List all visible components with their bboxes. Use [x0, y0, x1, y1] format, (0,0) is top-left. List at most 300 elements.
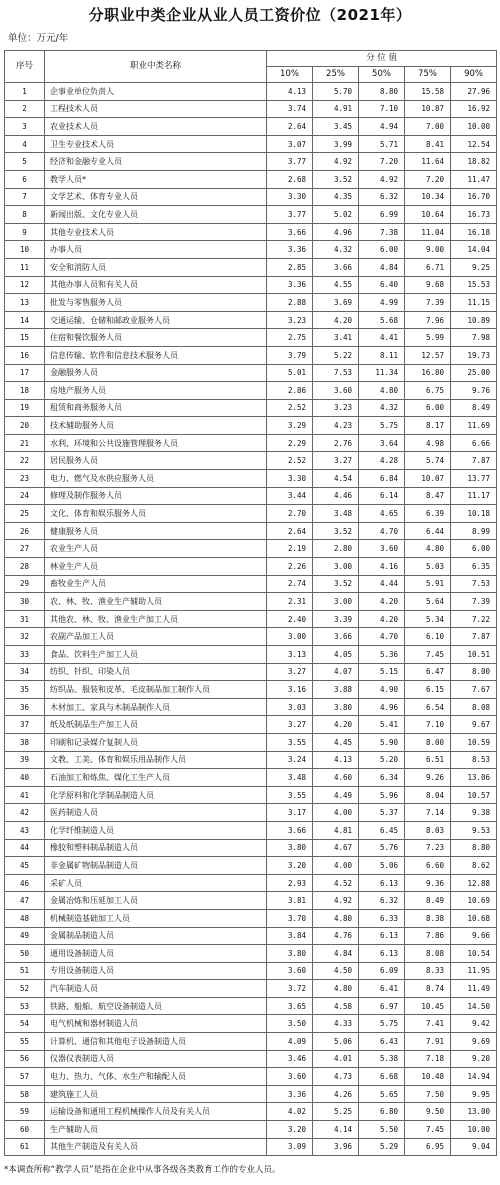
row-p25: 3.96 [313, 1138, 359, 1156]
row-p50: 11.34 [359, 364, 405, 382]
row-p75: 5.34 [405, 610, 451, 628]
row-p10: 3.24 [267, 751, 313, 769]
table-row [5, 522, 497, 540]
row-p50: 4.70 [359, 628, 405, 646]
row-p10: 2.74 [267, 575, 313, 593]
row-p50: 4.70 [359, 522, 405, 540]
header-p25: 25% [313, 67, 359, 83]
table-row [5, 892, 497, 910]
row-p25: 4.80 [313, 980, 359, 998]
row-p50: 4.65 [359, 505, 405, 523]
row-occupation-name: 其他办事人员和有关人员 [45, 276, 267, 294]
table-row [5, 909, 497, 927]
row-p75: 7.18 [405, 1050, 451, 1068]
row-p25: 4.00 [313, 804, 359, 822]
row-p50: 4.92 [359, 170, 405, 188]
row-occupation-name: 办事人员 [45, 241, 267, 259]
row-p75: 10.48 [405, 1068, 451, 1086]
table-row [5, 927, 497, 945]
row-seq: 18 [5, 382, 45, 400]
row-occupation-name: 印刷和记录媒介复制人员 [45, 733, 267, 751]
row-seq: 54 [5, 1015, 45, 1033]
row-occupation-name: 其他生产制造及有关人员 [45, 1138, 267, 1156]
row-p75: 7.45 [405, 646, 451, 664]
header-percentile-group: 分 位 值 [267, 51, 497, 67]
row-p90: 9.76 [451, 382, 497, 400]
row-p25: 4.54 [313, 470, 359, 488]
row-p25: 3.45 [313, 118, 359, 136]
row-p10: 3.70 [267, 909, 313, 927]
row-p50: 4.20 [359, 593, 405, 611]
row-p90: 6.00 [451, 540, 497, 558]
row-seq: 26 [5, 522, 45, 540]
row-p10: 3.16 [267, 681, 313, 699]
row-p50: 5.50 [359, 1121, 405, 1139]
row-seq: 42 [5, 804, 45, 822]
row-p10: 3.55 [267, 786, 313, 804]
row-p90: 7.22 [451, 610, 497, 628]
row-p25: 5.25 [313, 1103, 359, 1121]
row-occupation-name: 租赁和商务服务人员 [45, 399, 267, 417]
row-p10: 2.19 [267, 540, 313, 558]
row-seq: 22 [5, 452, 45, 470]
row-p10: 4.02 [267, 1103, 313, 1121]
row-occupation-name: 计算机、通信和其他电子设备制造人员 [45, 1033, 267, 1051]
wage-table [4, 50, 497, 1156]
row-p75: 8.41 [405, 135, 451, 153]
row-p25: 3.00 [313, 593, 359, 611]
row-p75: 8.00 [405, 733, 451, 751]
row-p25: 4.20 [313, 716, 359, 734]
row-occupation-name: 畜牧业生产人员 [45, 575, 267, 593]
row-p75: 7.96 [405, 311, 451, 329]
row-p50: 3.64 [359, 434, 405, 452]
row-seq: 52 [5, 980, 45, 998]
row-seq: 53 [5, 997, 45, 1015]
row-p25: 4.01 [313, 1050, 359, 1068]
row-p90: 27.96 [451, 83, 497, 101]
table-row [5, 83, 497, 101]
table-row [5, 294, 497, 312]
table-row [5, 100, 497, 118]
row-p50: 6.34 [359, 769, 405, 787]
row-p90: 14.50 [451, 997, 497, 1015]
table-row [5, 241, 497, 259]
row-occupation-name: 技术辅助服务人员 [45, 417, 267, 435]
row-p10: 2.31 [267, 593, 313, 611]
row-occupation-name: 健康服务人员 [45, 522, 267, 540]
table-row [5, 540, 497, 558]
row-seq: 29 [5, 575, 45, 593]
table-row [5, 593, 497, 611]
row-p25: 3.39 [313, 610, 359, 628]
row-occupation-name: 机械制造基础加工人员 [45, 909, 267, 927]
row-p90: 25.00 [451, 364, 497, 382]
row-p75: 6.00 [405, 399, 451, 417]
row-p50: 4.41 [359, 329, 405, 347]
row-p25: 2.76 [313, 434, 359, 452]
row-p90: 6.35 [451, 558, 497, 576]
row-p10: 3.07 [267, 135, 313, 153]
row-p75: 7.50 [405, 1085, 451, 1103]
table-row [5, 505, 497, 523]
row-p90: 15.53 [451, 276, 497, 294]
row-seq: 25 [5, 505, 45, 523]
row-p10: 3.29 [267, 417, 313, 435]
row-p10: 3.23 [267, 311, 313, 329]
table-row [5, 628, 497, 646]
row-p10: 3.84 [267, 927, 313, 945]
row-occupation-name: 运输设备和通用工程机械操作人员及有关人员 [45, 1103, 267, 1121]
page-title: 分职业中类企业从业人员工资价位（2021年） [88, 6, 412, 24]
row-p50: 7.38 [359, 223, 405, 241]
row-p50: 5.37 [359, 804, 405, 822]
row-p75: 10.87 [405, 100, 451, 118]
row-occupation-name: 电力、热力、气体、水生产和输配人员 [45, 1068, 267, 1086]
row-p10: 2.75 [267, 329, 313, 347]
row-p50: 7.10 [359, 100, 405, 118]
row-occupation-name: 卫生专业技术人员 [45, 135, 267, 153]
row-p50: 7.20 [359, 153, 405, 171]
table-row [5, 733, 497, 751]
row-p75: 10.45 [405, 997, 451, 1015]
row-seq: 4 [5, 135, 45, 153]
row-seq: 7 [5, 188, 45, 206]
row-p50: 5.90 [359, 733, 405, 751]
row-p90: 10.59 [451, 733, 497, 751]
table-row [5, 382, 497, 400]
row-p75: 6.71 [405, 258, 451, 276]
row-seq: 44 [5, 839, 45, 857]
row-seq: 40 [5, 769, 45, 787]
row-p25: 5.06 [313, 1033, 359, 1051]
row-occupation-name: 水利、环境和公共设施管理服务人员 [45, 434, 267, 452]
table-row [5, 558, 497, 576]
row-seq: 46 [5, 874, 45, 892]
row-p25: 4.07 [313, 663, 359, 681]
row-p90: 9.53 [451, 821, 497, 839]
row-seq: 13 [5, 294, 45, 312]
row-occupation-name: 工程技术人员 [45, 100, 267, 118]
row-p75: 11.64 [405, 153, 451, 171]
table-row [5, 980, 497, 998]
row-occupation-name: 批发与零售服务人员 [45, 294, 267, 312]
row-p10: 3.55 [267, 733, 313, 751]
row-occupation-name: 金属冶炼和压延加工人员 [45, 892, 267, 910]
header-p90: 90% [451, 67, 497, 83]
row-p50: 6.68 [359, 1068, 405, 1086]
row-p50: 6.80 [359, 1103, 405, 1121]
row-seq: 37 [5, 716, 45, 734]
row-seq: 28 [5, 558, 45, 576]
row-p50: 8.80 [359, 83, 405, 101]
row-p90: 16.18 [451, 223, 497, 241]
row-p25: 4.13 [313, 751, 359, 769]
row-occupation-name: 仪器仪表制造人员 [45, 1050, 267, 1068]
table-row [5, 751, 497, 769]
row-p75: 6.75 [405, 382, 451, 400]
header-p50: 50% [359, 67, 405, 83]
row-p50: 5.68 [359, 311, 405, 329]
row-seq: 61 [5, 1138, 45, 1156]
row-p90: 7.87 [451, 452, 497, 470]
row-occupation-name: 修理及制作服务人员 [45, 487, 267, 505]
row-seq: 58 [5, 1085, 45, 1103]
row-seq: 19 [5, 399, 45, 417]
table-row [5, 364, 497, 382]
row-p25: 4.23 [313, 417, 359, 435]
row-p10: 2.26 [267, 558, 313, 576]
row-p25: 4.52 [313, 874, 359, 892]
row-occupation-name: 交通运输、仓储和邮政业服务人员 [45, 311, 267, 329]
row-seq: 5 [5, 153, 45, 171]
row-p25: 2.80 [313, 540, 359, 558]
table-row [5, 487, 497, 505]
table-row [5, 452, 497, 470]
row-seq: 23 [5, 470, 45, 488]
row-p50: 5.36 [359, 646, 405, 664]
row-occupation-name: 纸及纸制品生产加工人员 [45, 716, 267, 734]
row-p10: 2.93 [267, 874, 313, 892]
row-p90: 9.20 [451, 1050, 497, 1068]
row-p75: 8.17 [405, 417, 451, 435]
table-row [5, 1121, 497, 1139]
row-p10: 2.40 [267, 610, 313, 628]
table-row [5, 575, 497, 593]
header-p10: 10% [267, 67, 313, 83]
row-p25: 4.81 [313, 821, 359, 839]
row-p50: 6.13 [359, 927, 405, 945]
table-row [5, 135, 497, 153]
row-seq: 6 [5, 170, 45, 188]
row-p10: 4.09 [267, 1033, 313, 1051]
row-seq: 21 [5, 434, 45, 452]
row-p25: 4.32 [313, 241, 359, 259]
row-p90: 11.47 [451, 170, 497, 188]
table-row [5, 769, 497, 787]
row-p25: 5.02 [313, 206, 359, 224]
row-p50: 5.20 [359, 751, 405, 769]
row-p25: 4.58 [313, 997, 359, 1015]
row-p75: 7.14 [405, 804, 451, 822]
row-p50: 4.28 [359, 452, 405, 470]
row-p25: 4.92 [313, 153, 359, 171]
row-p25: 3.66 [313, 258, 359, 276]
row-occupation-name: 石油加工和炼焦、煤化工生产人员 [45, 769, 267, 787]
table-row [5, 804, 497, 822]
row-occupation-name: 木材加工、家具与木制品制作人员 [45, 698, 267, 716]
row-p50: 5.38 [359, 1050, 405, 1068]
row-p25: 5.70 [313, 83, 359, 101]
row-p50: 5.76 [359, 839, 405, 857]
table-row [5, 206, 497, 224]
table-row [5, 118, 497, 136]
row-p90: 9.04 [451, 1138, 497, 1156]
row-p25: 4.73 [313, 1068, 359, 1086]
row-p50: 4.99 [359, 294, 405, 312]
row-p10: 4.13 [267, 83, 313, 101]
row-p75: 7.41 [405, 1015, 451, 1033]
row-p10: 3.66 [267, 821, 313, 839]
row-p75: 8.08 [405, 945, 451, 963]
row-p25: 3.80 [313, 698, 359, 716]
row-p90: 10.69 [451, 892, 497, 910]
row-p75: 8.03 [405, 821, 451, 839]
table-row [5, 346, 497, 364]
row-p50: 4.90 [359, 681, 405, 699]
row-p90: 13.77 [451, 470, 497, 488]
row-p90: 7.98 [451, 329, 497, 347]
table-row [5, 874, 497, 892]
row-p90: 8.00 [451, 663, 497, 681]
row-seq: 3 [5, 118, 45, 136]
row-p25: 4.96 [313, 223, 359, 241]
row-p75: 5.99 [405, 329, 451, 347]
row-p90: 10.51 [451, 646, 497, 664]
row-p90: 10.18 [451, 505, 497, 523]
row-p90: 7.67 [451, 681, 497, 699]
row-p25: 3.66 [313, 628, 359, 646]
row-p10: 2.70 [267, 505, 313, 523]
row-p10: 3.00 [267, 628, 313, 646]
row-p90: 14.94 [451, 1068, 497, 1086]
row-p75: 7.10 [405, 716, 451, 734]
row-occupation-name: 农副产品加工人员 [45, 628, 267, 646]
row-p50: 5.65 [359, 1085, 405, 1103]
row-p10: 2.52 [267, 399, 313, 417]
table-row [5, 646, 497, 664]
table-body [5, 83, 497, 1156]
row-p90: 8.08 [451, 698, 497, 716]
table-row [5, 470, 497, 488]
row-p50: 6.32 [359, 892, 405, 910]
row-occupation-name: 建筑施工人员 [45, 1085, 267, 1103]
row-seq: 60 [5, 1121, 45, 1139]
row-p50: 4.96 [359, 698, 405, 716]
table-row [5, 962, 497, 980]
row-p75: 6.47 [405, 663, 451, 681]
row-p75: 4.98 [405, 434, 451, 452]
row-seq: 12 [5, 276, 45, 294]
row-occupation-name: 汽车制造人员 [45, 980, 267, 998]
row-p75: 9.00 [405, 241, 451, 259]
row-occupation-name: 通用设备制造人员 [45, 945, 267, 963]
row-p50: 6.97 [359, 997, 405, 1015]
row-seq: 38 [5, 733, 45, 751]
row-occupation-name: 铁路、船舶、航空设备制造人员 [45, 997, 267, 1015]
row-occupation-name: 信息传输、软件和信息技术服务人员 [45, 346, 267, 364]
row-seq: 27 [5, 540, 45, 558]
row-p50: 5.75 [359, 417, 405, 435]
row-seq: 24 [5, 487, 45, 505]
row-p90: 10.54 [451, 945, 497, 963]
row-p10: 3.27 [267, 663, 313, 681]
row-seq: 39 [5, 751, 45, 769]
row-p75: 11.04 [405, 223, 451, 241]
row-p25: 4.14 [313, 1121, 359, 1139]
row-p25: 4.49 [313, 786, 359, 804]
row-seq: 9 [5, 223, 45, 241]
row-p25: 3.52 [313, 522, 359, 540]
row-occupation-name: 农、林、牧、渔业生产辅助人员 [45, 593, 267, 611]
row-p10: 3.09 [267, 1138, 313, 1156]
row-occupation-name: 经济和金融专业人员 [45, 153, 267, 171]
table-row [5, 1085, 497, 1103]
row-occupation-name: 新闻出版、文化专业人员 [45, 206, 267, 224]
row-occupation-name: 农业技术人员 [45, 118, 267, 136]
row-seq: 10 [5, 241, 45, 259]
row-p25: 4.05 [313, 646, 359, 664]
row-p90: 8.80 [451, 839, 497, 857]
row-p90: 6.66 [451, 434, 497, 452]
row-p25: 4.67 [313, 839, 359, 857]
row-p90: 10.57 [451, 786, 497, 804]
row-p90: 11.15 [451, 294, 497, 312]
row-occupation-name: 专用设备制造人员 [45, 962, 267, 980]
row-p10: 3.81 [267, 892, 313, 910]
row-p50: 4.44 [359, 575, 405, 593]
row-p50: 6.41 [359, 980, 405, 998]
row-occupation-name: 电气机械和器材制造人员 [45, 1015, 267, 1033]
row-p10: 3.77 [267, 153, 313, 171]
table-row [5, 417, 497, 435]
row-p25: 4.91 [313, 100, 359, 118]
row-occupation-name: 生产辅助人员 [45, 1121, 267, 1139]
row-seq: 33 [5, 646, 45, 664]
row-p75: 12.57 [405, 346, 451, 364]
row-seq: 20 [5, 417, 45, 435]
row-p50: 6.00 [359, 241, 405, 259]
row-p50: 5.71 [359, 135, 405, 153]
row-seq: 47 [5, 892, 45, 910]
row-p90: 14.04 [451, 241, 497, 259]
row-p50: 6.40 [359, 276, 405, 294]
row-p10: 3.77 [267, 206, 313, 224]
row-p75: 5.64 [405, 593, 451, 611]
row-p50: 6.32 [359, 188, 405, 206]
table-row [5, 258, 497, 276]
table-row [5, 663, 497, 681]
row-p10: 2.88 [267, 294, 313, 312]
table-row [5, 399, 497, 417]
row-p25: 4.76 [313, 927, 359, 945]
row-p10: 2.52 [267, 452, 313, 470]
row-p50: 5.41 [359, 716, 405, 734]
row-p75: 8.33 [405, 962, 451, 980]
row-p10: 2.86 [267, 382, 313, 400]
row-p10: 3.50 [267, 1015, 313, 1033]
row-p25: 3.48 [313, 505, 359, 523]
table-row [5, 1068, 497, 1086]
row-p50: 6.14 [359, 487, 405, 505]
row-p25: 4.92 [313, 892, 359, 910]
row-p25: 3.52 [313, 170, 359, 188]
row-occupation-name: 农业生产人员 [45, 540, 267, 558]
row-occupation-name: 其他农、林、牧、渔业生产加工人员 [45, 610, 267, 628]
row-p90: 9.67 [451, 716, 497, 734]
row-seq: 35 [5, 681, 45, 699]
row-p10: 3.27 [267, 716, 313, 734]
row-p75: 5.03 [405, 558, 451, 576]
row-p90: 18.82 [451, 153, 497, 171]
row-p10: 2.64 [267, 118, 313, 136]
row-p75: 7.20 [405, 170, 451, 188]
row-seq: 41 [5, 786, 45, 804]
row-p90: 7.39 [451, 593, 497, 611]
row-p10: 5.01 [267, 364, 313, 382]
table-row [5, 1015, 497, 1033]
row-p25: 7.53 [313, 364, 359, 382]
